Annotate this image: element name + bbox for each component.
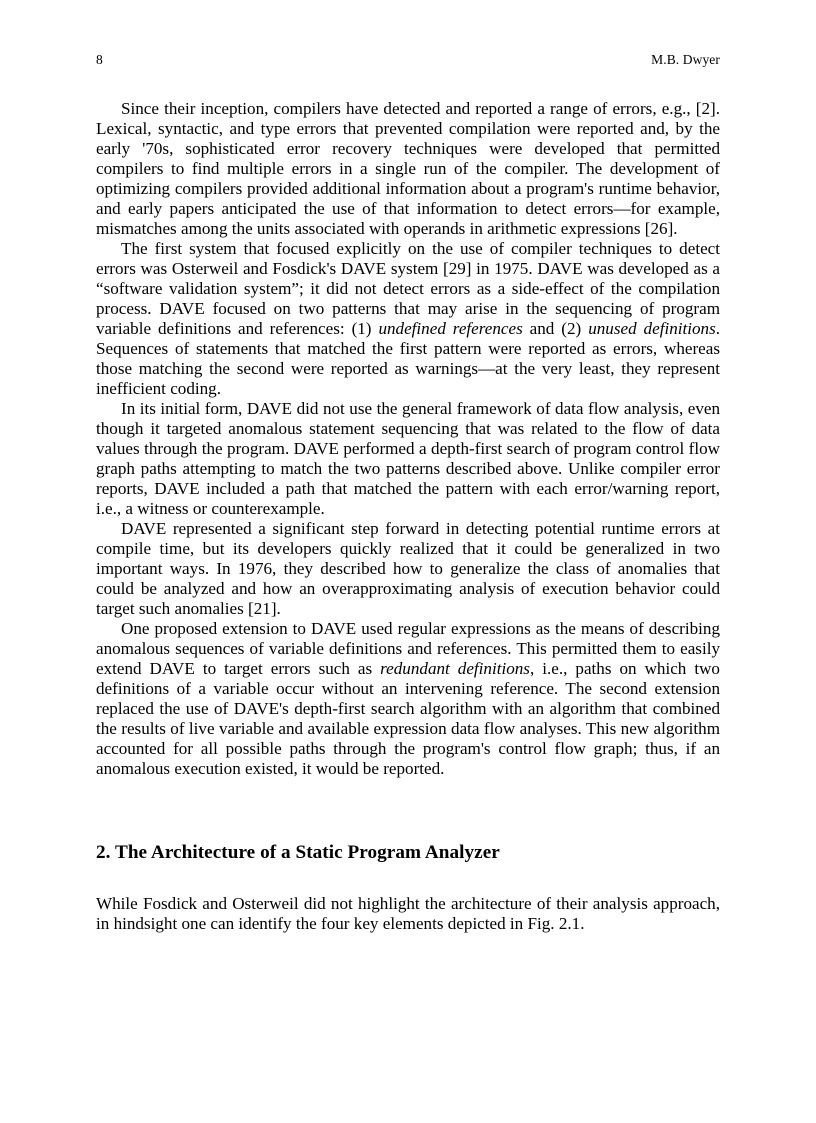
running-head-author: M.B. Dwyer	[651, 52, 720, 67]
emphasized-term: unused definitions	[588, 319, 716, 338]
paragraph	[96, 519, 720, 619]
section-heading-block	[96, 841, 720, 864]
body-text-block	[96, 99, 720, 779]
text-run: One proposed extension to DAVE used regular expressions as the means of describing anomalous sequences of variable definitions and references. This permitted them to easily extend DAVE to target errors such as	[96, 619, 720, 678]
paragraph	[96, 399, 720, 519]
paragraph	[96, 894, 720, 934]
page-number: 8	[96, 52, 103, 67]
running-head	[96, 52, 720, 68]
paragraph	[96, 99, 720, 239]
text-run: Since their inception, compilers have detected and reported a range of errors, e.g., [2]. Lexical, syntactic, and type errors that prevented compilation were reported and, by the early '70s, sophisticated error recovery techniques were developed that permitted compilers to find multiple errors in a single run of the compiler. The development of optimizing compilers provided additional information about a program's runtime behavior, and early papers anticipated the use of that information to detect errors—for example, mismatches among the units associated with operands in arithmetic expressions [26].	[96, 99, 720, 238]
paragraph	[96, 619, 720, 779]
text-run: In its initial form, DAVE did not use the general framework of data flow analysis, even though it targeted anomalous statement sequencing that was related to the flow of data values through the program. DAVE performed a depth-first search of program control flow graph paths attempting to match the two patterns described above. Unlike compiler error reports, DAVE included a path that matched the pattern with each error/warning report, i.e., a witness or counterexample.	[96, 399, 720, 518]
emphasized-term: undefined references	[378, 319, 523, 338]
text-run: . Sequences of statements that matched the first pattern were reported as errors, whereas those matching the second were reported as warnings—at the very least, they represent inefficient coding.	[96, 319, 721, 398]
text-run: DAVE represented a significant step forward in detecting potential runtime errors at compile time, but its developers quickly realized that it could be generalized in two important ways. In 1976, they described how to generalize the class of anomalies that could be analyzed and how an overapproximating analysis of execution behavior could target such anomalies [21].	[96, 519, 720, 618]
emphasized-term: redundant definitions	[380, 659, 530, 678]
section-paragraph-list	[96, 894, 720, 934]
text-run: , i.e., paths on which two definitions of a variable occur without an intervening reference. The second extension replaced the use of DAVE's depth-first search algorithm with an algorithm that combined the results of live variable and available expression data flow analyses. This new algorithm accounted for all possible paths through the program's control flow graph; thus, if an anomalous execution existed, it would be reported.	[96, 659, 720, 778]
text-run: The first system that focused explicitly on the use of compiler techniques to detect errors was Osterweil and Fosdick's DAVE system [29] in 1975. DAVE was developed as a “software validation system”; it did not detect errors as a side-effect of the compilation process. DAVE focused on two patterns that may arise in the sequencing of program variable definitions and references: (1)	[96, 239, 720, 338]
page-content-column	[96, 52, 720, 934]
text-run: and (2)	[522, 319, 589, 338]
paragraph	[96, 239, 720, 399]
section-heading: 2. The Architecture of a Static Program Analyzer	[96, 842, 500, 863]
section-body-block	[96, 894, 720, 934]
paragraph-list	[96, 99, 720, 779]
text-run: While Fosdick and Osterweil did not highlight the architecture of their analysis approach, in hindsight one can identify the four key elements depicted in Fig. 2.1.	[96, 894, 720, 933]
